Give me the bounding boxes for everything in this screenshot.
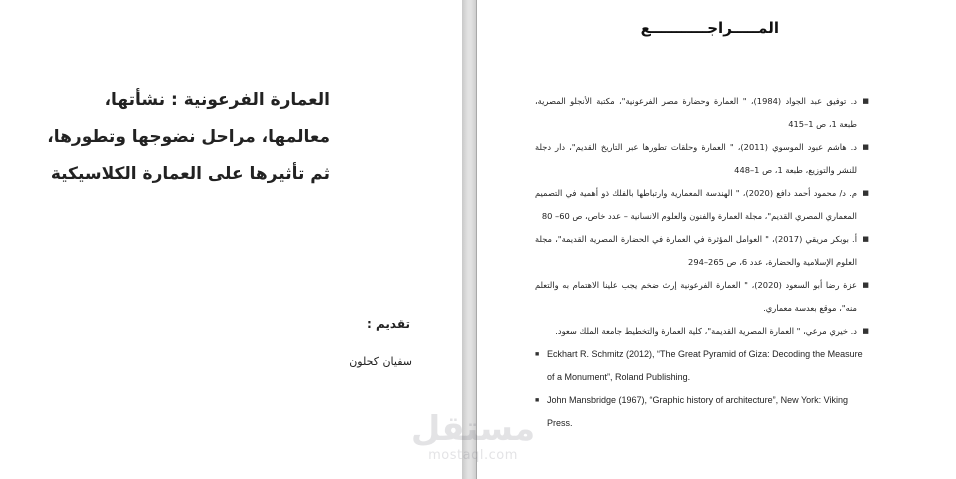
references-heading: المـــــراجـــــــــــع — [640, 19, 779, 37]
bullet-icon: ■ — [535, 351, 540, 358]
bullet-icon: ■ — [862, 97, 869, 105]
title-line: ثم تأثيرها على العمارة الكلاسيكية — [50, 164, 330, 184]
reference-text: أ. بوبكر مريقي (2017)، " العوامل المؤثرة في العمارة في الحضارة المصرية القديمة"، مجلة العلوم الإسلامية والحضارة، عدد 6، ص 265–294 — [535, 234, 857, 267]
reference-item — [535, 228, 871, 274]
bullet-icon: ■ — [862, 143, 869, 151]
reference-item — [535, 90, 871, 136]
cover-title — [30, 82, 330, 193]
reference-text: م. د/ محمود أحمد دافع (2020)، " الهندسة المعمارية وارتباطها بالفلك ذو أهمية في التصميم المعماري المصري القديم"، مجلة العمارة والفنون والعلوم الانسانية – عدد خاص، ص 60– 80 — [535, 188, 858, 221]
reference-text: د. خيري مرعي، " العمارة المصرية القديمة"، كلية العمارة والتخطيط جامعة الملك سعود. — [555, 326, 857, 336]
reference-text: د. توفيق عبد الجواد (1984)، " العمارة وحضارة مصر الفرعونية"، مكتبة الأنجلو المصرية، طبعة 1، ص 1–415 — [535, 96, 857, 129]
title-line: معالمها، مراحل نضوجها وتطورها، — [47, 127, 330, 147]
bullet-icon: ■ — [862, 235, 869, 243]
reference-text: د. هاشم عبود الموسوي (2011)، " العمارة وحلقات تطورها عبر التاريخ القديم"، دار دجلة للنشر والتوزيع، طبعة 1، ص 1–448 — [535, 142, 857, 175]
reference-item — [535, 389, 871, 435]
cover-page — [0, 0, 462, 479]
page-gutter — [462, 0, 477, 479]
reference-item — [535, 343, 871, 389]
reference-item — [535, 320, 871, 343]
reference-text: Eckhart R. Schmitz (2012), “The Great Pyramid of Giza: Decoding the Measure of a Monument”, Roland Publishing. — [547, 349, 863, 382]
bullet-icon: ■ — [862, 189, 869, 197]
reference-text: John Mansbridge (1967), “Graphic history of architecture”, New York: Viking Press. — [547, 395, 848, 428]
reference-item — [535, 182, 871, 228]
bullet-icon: ■ — [862, 281, 869, 289]
reference-item — [535, 136, 871, 182]
reference-text: عزة رضا أبو السعود (2020)، " العمارة الفرعونية إرث ضخم يجب علينا الاهتمام به والتعلم منه"، موقع بعدسة معماري. — [535, 280, 857, 313]
references-page — [477, 0, 956, 479]
bullet-icon: ■ — [862, 327, 869, 335]
title-line: العمارة الفرعونية : نشأتها، — [104, 90, 330, 110]
presenter-label: تقديم : — [367, 317, 410, 331]
references-list — [535, 90, 871, 435]
bullet-icon: ■ — [535, 397, 540, 404]
presenter-name: سفيان كحلون — [349, 355, 412, 368]
reference-item — [535, 274, 871, 320]
